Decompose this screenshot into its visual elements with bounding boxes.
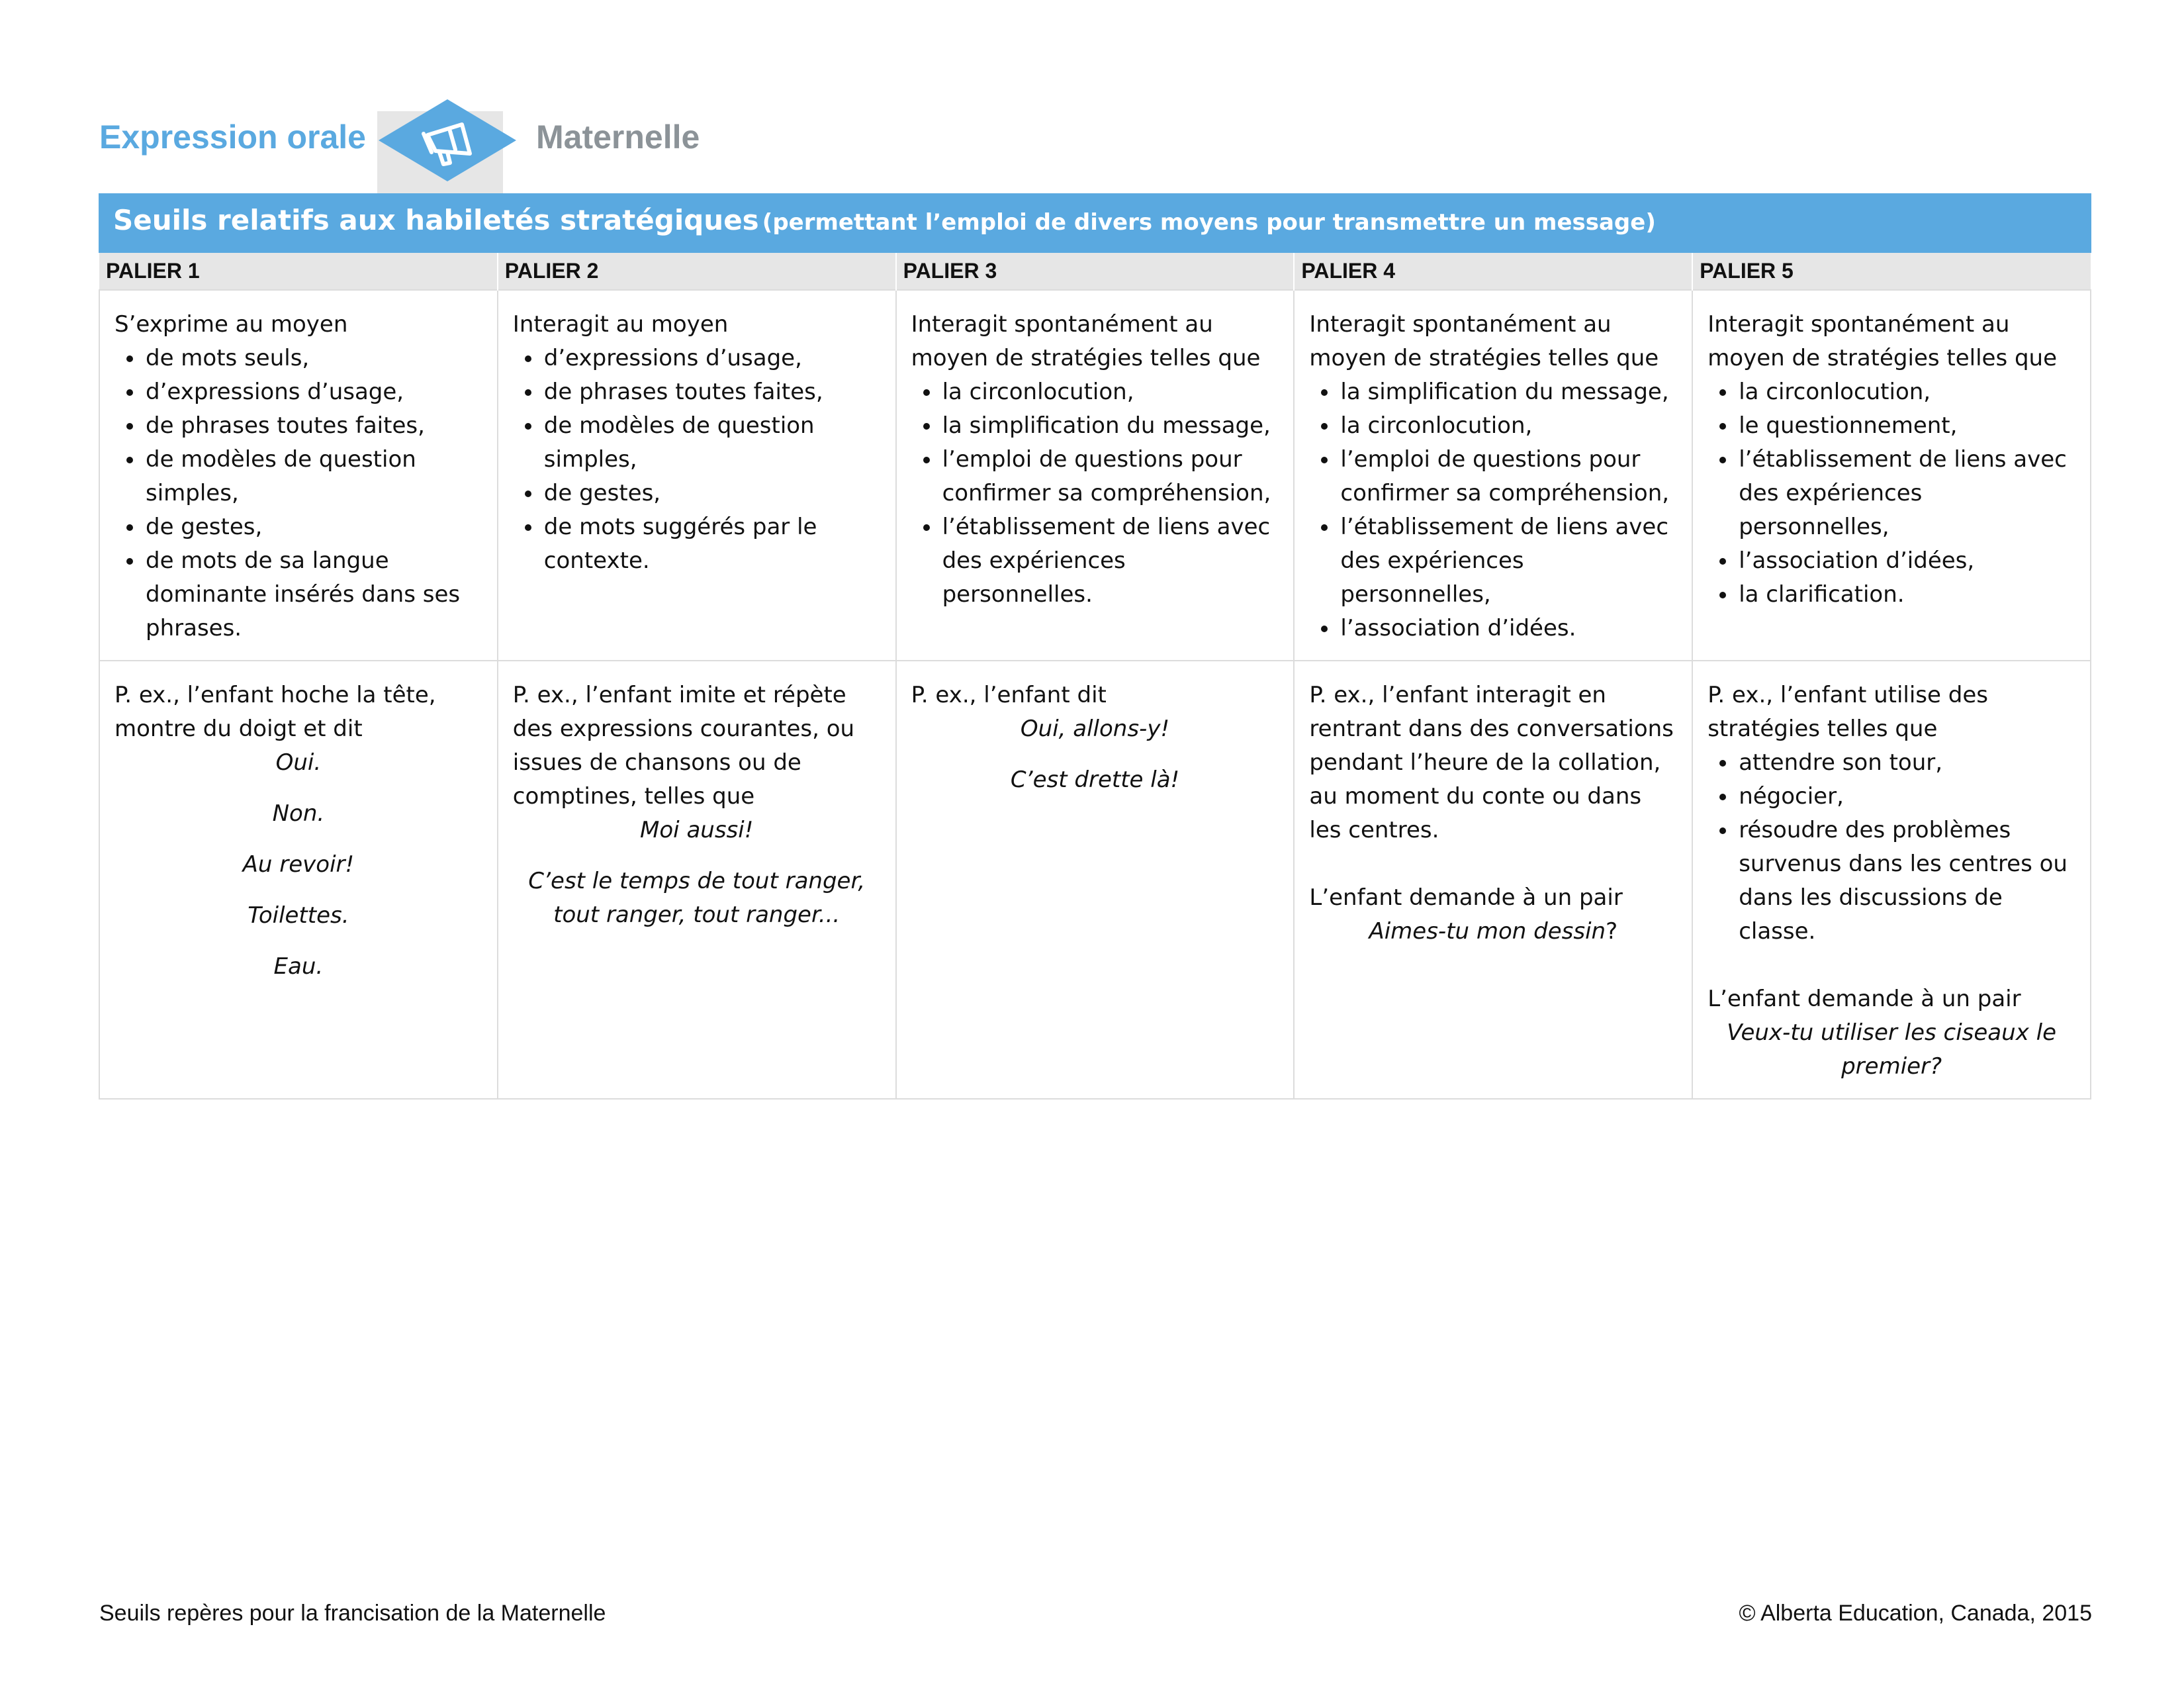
example-quote: Non. [272,800,325,827]
list-item: • l’association d’idées, [1737,544,2075,578]
example-quote: Oui. [275,749,322,776]
list-item: • de modèles de question simples, [144,443,482,510]
list-item: • de gestes, [144,510,482,544]
skill-list [1707,375,2075,612]
example-quote: Toilettes. [248,902,349,929]
cell-intro: Interagit spontanément au moyen de stratégies telles que [1309,311,1659,371]
benchmark-table [99,193,2091,1100]
list-item: • d’expressions d’usage, [543,342,881,375]
list-item: • la circonlocution, [941,375,1279,409]
column-header-palier-5: PALIER 5 [1692,253,2091,290]
list-item: • de phrases toutes faites, [543,375,881,409]
examples-row [99,661,2091,1099]
skill-list [911,375,1279,612]
column-header-palier-4: PALIER 4 [1294,253,1692,290]
example-text: P. ex., l’enfant interagit en rentrant dans des conversations pendant l’heure de la collation, au moment du conte ou dans les centres. [1309,682,1674,843]
column-header-palier-2: PALIER 2 [498,253,896,290]
table-title-bar [99,193,2091,253]
example-quote: Oui, allons-y! [1020,716,1170,742]
paragraph-spacer [1707,949,2075,982]
list-item: • l’établissement de liens avec des expériences personnelles, [1339,510,1677,612]
cell-intro: Interagit spontanément au moyen de stratégies telles que [911,311,1261,371]
benchmark-grid [99,253,2091,1100]
list-item: • la simplification du message, [941,409,1279,443]
table-subtitle: (permettant l’emploi de divers moyens pour transmettre un message) [762,209,1656,236]
example-text-2: L’enfant demande à un pair [1309,884,1623,911]
skill-list [513,342,881,578]
example-text: P. ex., l’enfant utilise des stratégies telles que [1707,682,1988,742]
skills-cell-palier-4 [1294,290,1692,661]
list-item: • l’association d’idées. [1339,612,1677,645]
cell-intro: Interagit spontanément au moyen de stratégies telles que [1707,311,2058,371]
list-item: • l’établissement de liens avec des expériences personnelles. [941,510,1279,612]
skills-cell-palier-2 [498,290,896,661]
skill-list [114,342,482,645]
list-item: • résoudre des problèmes survenus dans les centres ou dans les discussions de classe. [1737,814,2075,949]
example-quote: Au revoir! [242,851,355,878]
example-quote: Moi aussi! [640,817,754,843]
example-quote: C’est drette là! [1010,767,1180,793]
list-item: • le questionnement, [1737,409,2075,443]
list-item: • l’emploi de questions pour confirmer sa compréhension, [941,443,1279,510]
list-item: • l’emploi de questions pour confirmer sa compréhension, [1339,443,1677,510]
list-item: • de phrases toutes faites, [144,409,482,443]
grade-title: Maternelle [536,118,700,156]
column-header-palier-3: PALIER 3 [896,253,1295,290]
example-quote: C’est le temps de tout ranger, tout ranger, tout ranger... [528,868,866,928]
example-cell-palier-4 [1294,661,1692,1099]
list-item: • négocier, [1737,780,2075,814]
example-list [1707,746,2075,949]
skill-list [1309,375,1677,645]
list-item: • de mots de sa langue dominante insérés dans ses phrases. [144,544,482,645]
list-item: • de modèles de question simples, [543,409,881,477]
cell-intro: S’exprime au moyen [114,311,348,338]
skills-cell-palier-5 [1692,290,2091,661]
list-item: • de mots suggérés par le contexte. [543,510,881,578]
page-header [99,98,728,197]
example-cell-palier-1 [99,661,498,1099]
example-text-2: L’enfant demande à un pair [1707,986,2021,1012]
list-item: • la circonlocution, [1737,375,2075,409]
column-header-row [99,253,2091,290]
example-quote: Veux-tu utiliser les ciseaux le premier? [1727,1019,2056,1080]
example-quote-suffix: ? [1606,918,1618,945]
skills-cell-palier-1 [99,290,498,661]
megaphone-icon [377,98,536,197]
list-item: • la simplification du message, [1339,375,1677,409]
example-quote-text: Aimes-tu mon dessin [1369,918,1606,945]
skills-cell-palier-3 [896,290,1295,661]
table-title: Seuils relatifs aux habiletés stratégiques [113,204,759,236]
example-text: P. ex., l’enfant hoche la tête, montre du doigt et dit [114,682,436,742]
footer-copyright: © Alberta Education, Canada, 2015 [1739,1601,2092,1626]
list-item: • de gestes, [543,477,881,510]
example-cell-palier-2 [498,661,896,1099]
list-item: • de mots seuls, [144,342,482,375]
list-item: • la clarification. [1737,578,2075,612]
list-item: • la circonlocution, [1339,409,1677,443]
list-item: • l’établissement de liens avec des expériences personnelles, [1737,443,2075,544]
list-item: • attendre son tour, [1737,746,2075,780]
paragraph-spacer [1309,847,1677,881]
example-quote [1309,915,1677,949]
column-header-palier-1: PALIER 1 [99,253,498,290]
skills-row [99,290,2091,661]
list-item: • d’expressions d’usage, [144,375,482,409]
example-cell-palier-5 [1692,661,2091,1099]
example-quote: Eau. [273,953,324,980]
example-text: P. ex., l’enfant imite et répète des expressions courantes, ou issues de chansons ou de comptines, telles que [512,682,855,810]
subject-title: Expression orale [99,118,366,156]
example-cell-palier-3 [896,661,1295,1099]
cell-intro: Interagit au moyen [512,311,729,338]
footer-document-title: Seuils repères pour la francisation de la Maternelle [99,1601,606,1626]
example-text: P. ex., l’enfant dit [911,682,1107,708]
